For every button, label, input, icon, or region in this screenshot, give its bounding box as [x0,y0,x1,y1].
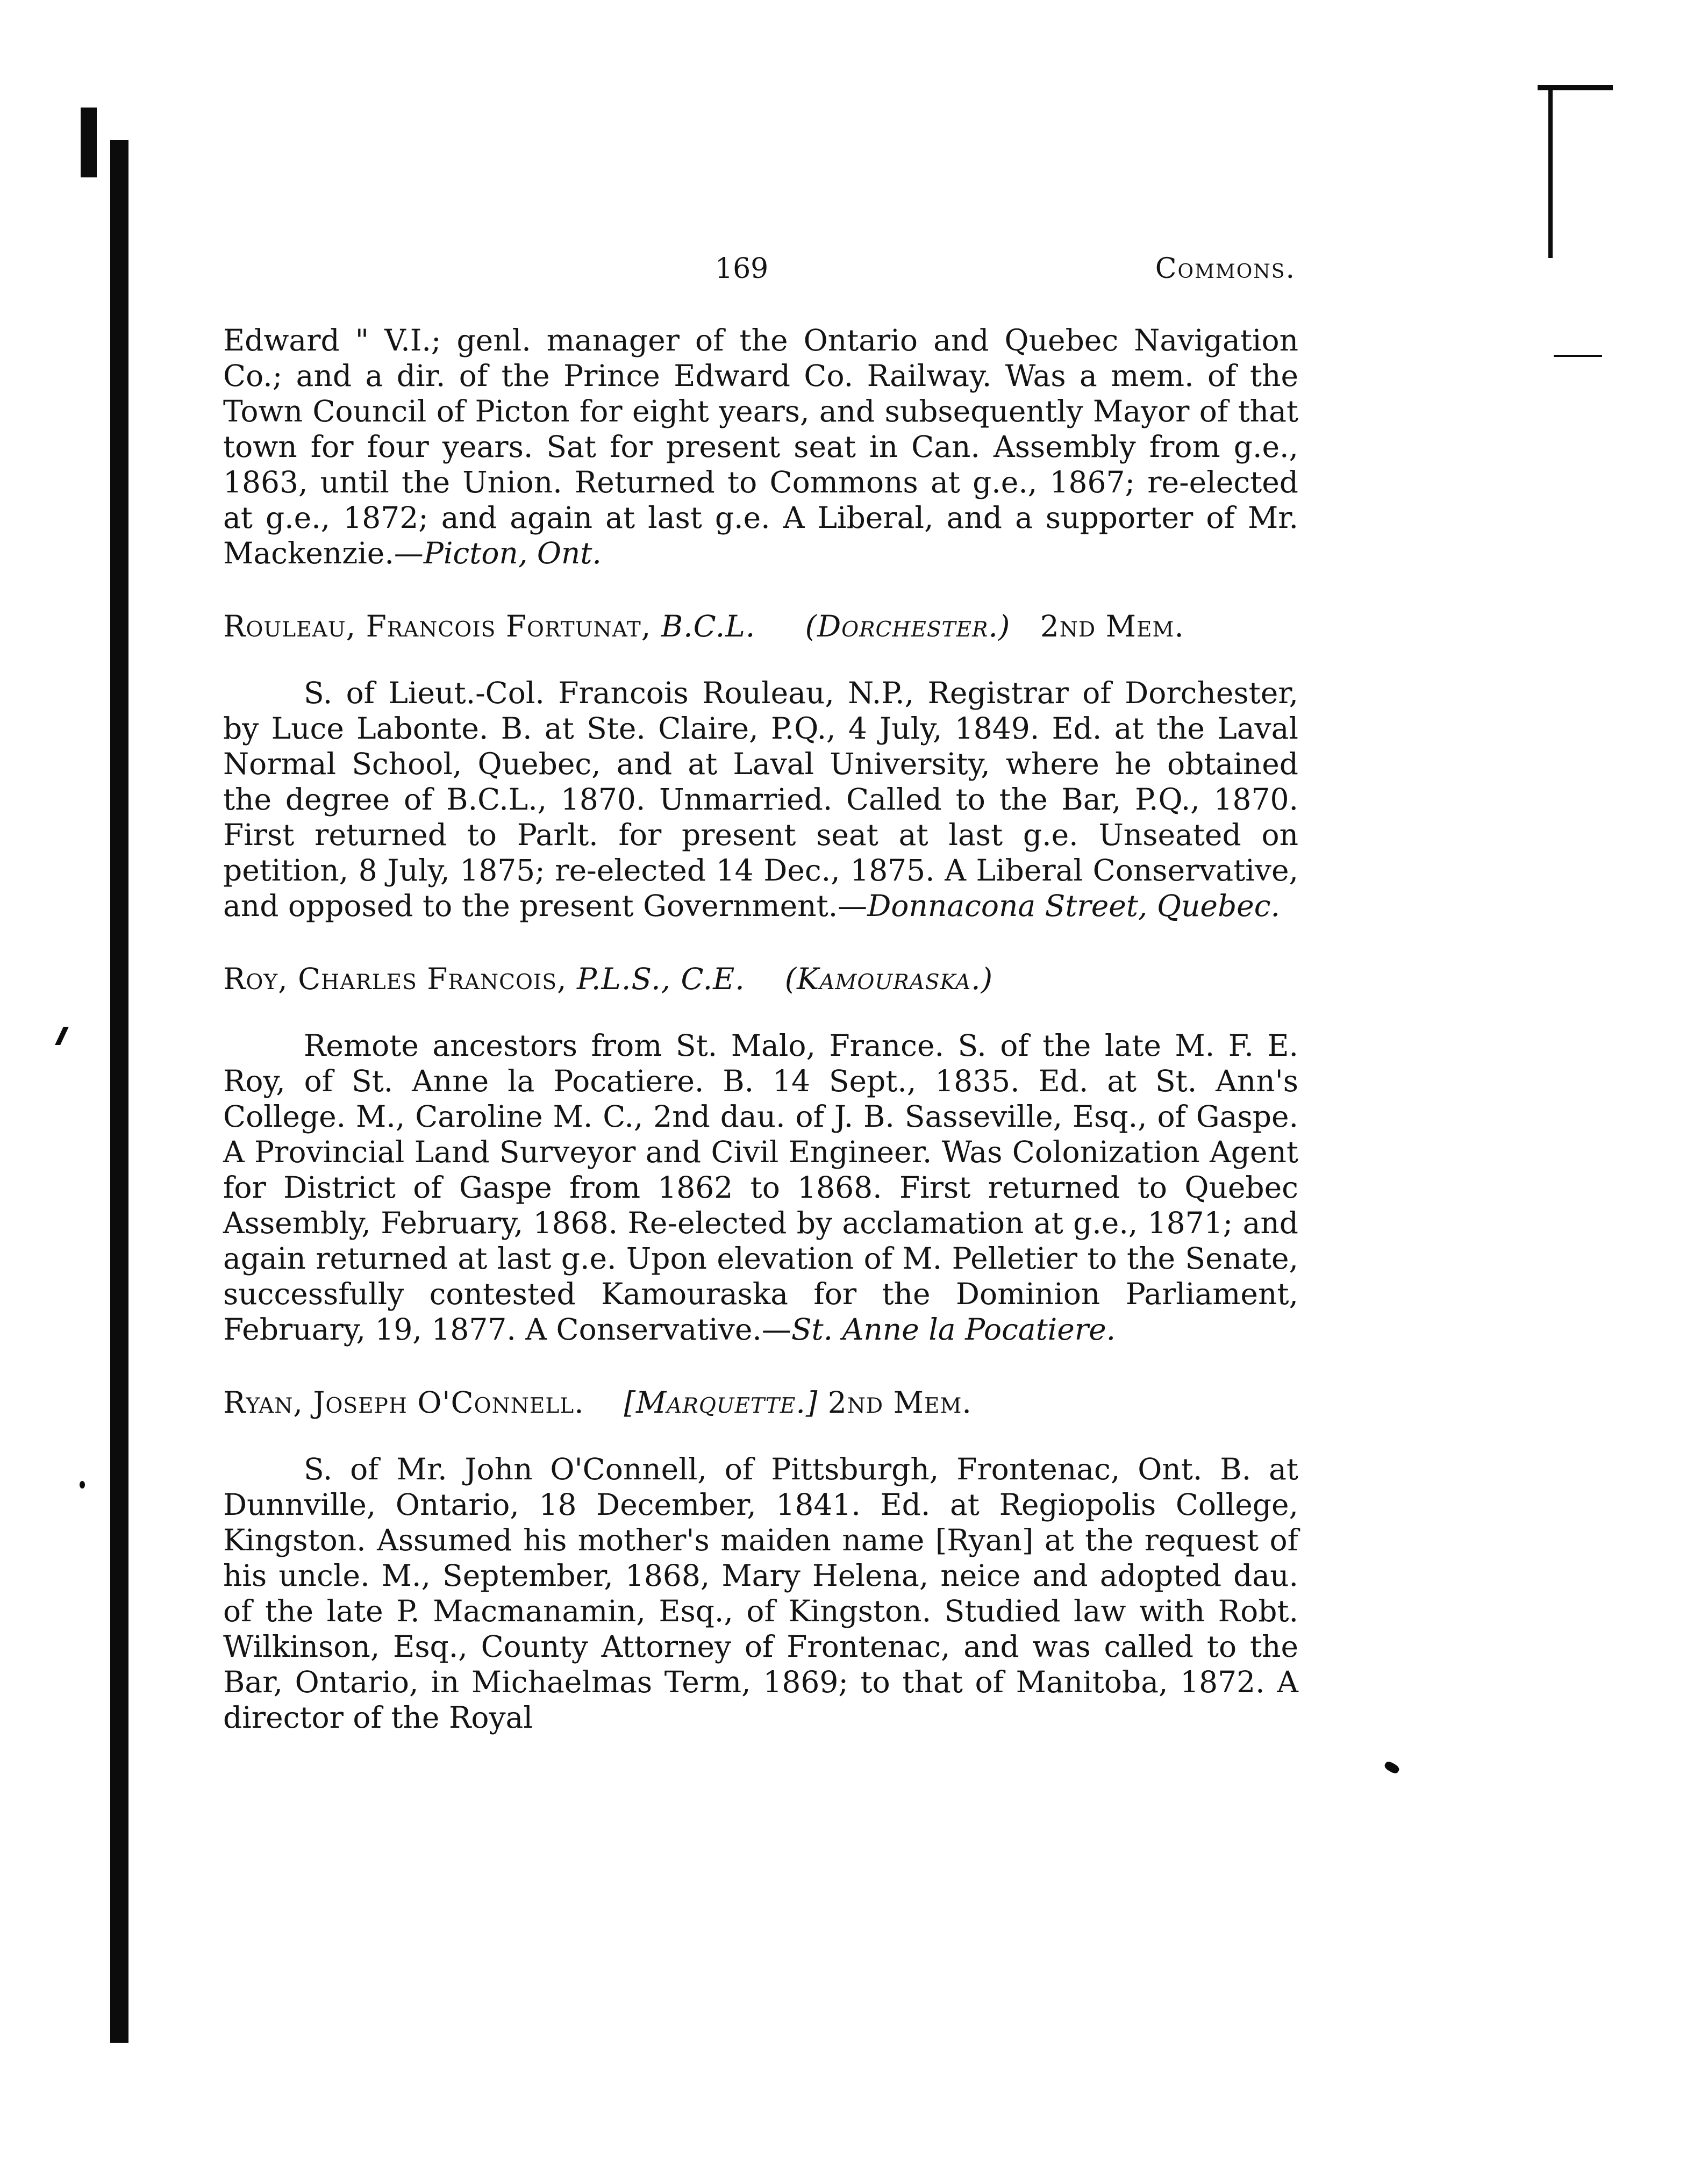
entry-riding: (Kamouraska.) [784,962,994,996]
continuation-paragraph [223,323,1298,571]
entry-text: Remote ancestors from St. Malo, France. S. of the late M. F. E. Roy, of St. Anne la Pocatiere. B. 14 Sept., 1835. Ed. at St. Ann's College. M., Caroline M. C., 2nd dau. of J. B. Sasseville, Esq., of Gaspe. A Provincial Land Surveyor and Civil Engineer. Was Colonization Agent for District of Gaspe from 1862 to 1868. First returned to Quebec Assembly, February, 1868. Re-elected by acclamation at g.e., 1871; and again returned at last g.e. Upon elevation of M. Pelletier to the Senate, successfully contested Kamouraska for the Dominion Parliament, February, 19, 1877. A Conservative.— [223,1028,1298,1347]
entry-heading [223,961,1298,997]
page-header [226,253,1296,301]
entry-degree: P.L.S., C.E. [577,962,745,996]
biography-entry [223,1385,1298,1735]
margin-mark [55,1027,69,1045]
entry-heading [223,1385,1298,1420]
entry-address: Donnacona Street, Quebec. [867,889,1280,923]
entry-degree: B.C.L. [661,609,756,643]
entry-body [223,1028,1298,1347]
entry-body [223,1451,1298,1735]
entry-suffix: 2nd Mem. [1040,609,1184,643]
binding-edge-mark [81,108,97,177]
entry-address: St. Anne la Pocatiere. [791,1312,1116,1347]
entry-name: Roy, Charles Francois, [223,962,567,996]
margin-blot [1383,1760,1400,1775]
entry-riding: [Marquette.] [624,1385,818,1420]
biography-entry [223,609,1298,924]
biography-entry [223,961,1298,1347]
margin-tick [1554,355,1602,357]
entry-text: S. of Mr. John O'Connell, of Pittsburgh, Frontenac, Ont. B. at Dunnville, Ontario, 18 December, 1841. Ed. at Regiopolis College, Kingston. Assumed his mother's maiden name [Ryan] at the request of his uncle. M., September, 1868, Mary Helena, neice and adopted dau. of the late P. Macmanamin, Esq., of Kingston. Studied law with Robt. Wilkinson, Esq., County Attorney of Frontenac, and was called to the Bar, Ontario, in Michaelmas Term, 1869; to that of Manitoba, 1872. A director of the Royal [223,1452,1298,1735]
continuation-text: Edward " V.I.; genl. manager of the Ontario and Quebec Navigation Co.; and a dir. of the Prince Edward Co. Railway. Was a mem. of the Town Council of Picton for eight years, and subsequently Mayor of that town for four years. Sat for present seat in Can. Assembly from g.e., 1863, until the Union. Returned to Commons at g.e., 1867; re-elected at g.e., 1872; and again at last g.e. A Liberal, and a supporter of Mr. Mackenzie.— [223,323,1298,570]
corner-mark-vertical [1548,86,1553,258]
page-number: 169 [715,253,769,285]
page-body [223,323,1298,1735]
entry-name: Rouleau, Francois Fortunat, [223,609,652,643]
continuation-address: Picton, Ont. [423,536,602,570]
margin-dot [80,1481,85,1489]
entry-text: S. of Lieut.-Col. Francois Rouleau, N.P., Registrar of Dorchester, by Luce Labonte. B. at Ste. Claire, P.Q., 4 July, 1849. Ed. at the Laval Normal School, Quebec, and at Laval University, where he obtained the degree of B.C.L., 1870. Unmarried. Called to the Bar, P.Q., 1870. First returned to Parlt. for present seat at last g.e. Unseated on petition, 8 July, 1875; re-elected 14 Dec., 1875. A Liberal Conservative, and opposed to the present Government.— [223,676,1298,923]
running-head: Commons. [1155,253,1296,285]
binding-edge-shadow [110,140,128,2043]
entry-riding: (Dorchester.) [805,609,1011,643]
entry-suffix: 2nd Mem. [827,1385,972,1420]
entry-body [223,675,1298,924]
entry-name: Ryan, Joseph O'Connell. [223,1385,584,1420]
entry-heading [223,609,1298,644]
